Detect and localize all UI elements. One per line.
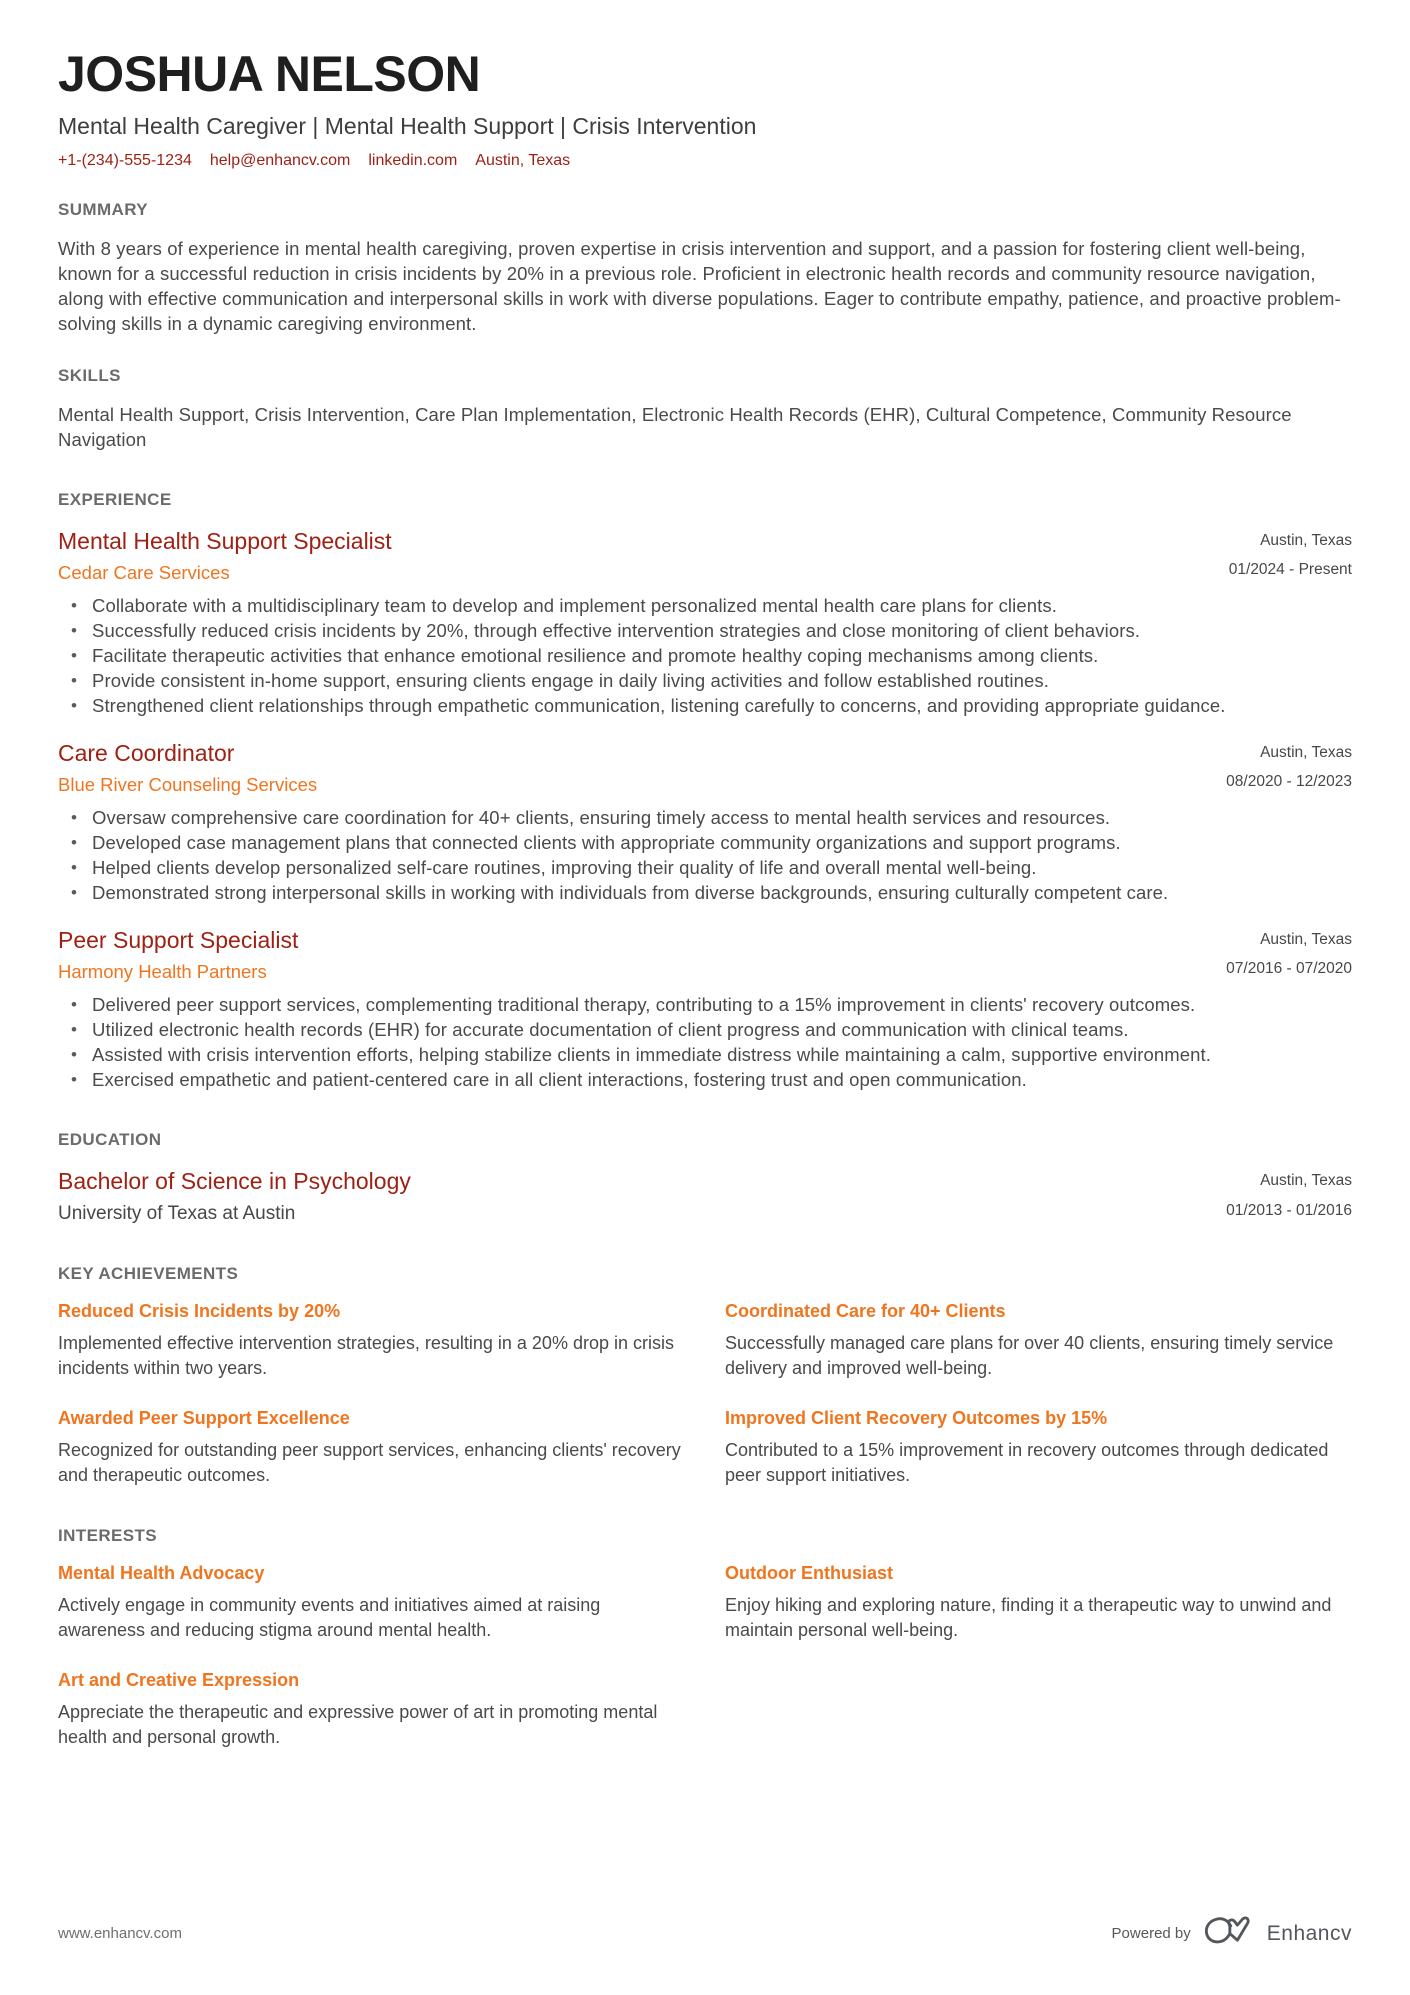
contact-phone: +1-(234)-555-1234 xyxy=(58,151,192,169)
interest-text: Actively engage in community events and initiatives aimed at raising awareness and reducing stigma around mental health. xyxy=(58,1594,601,1640)
job-bullet: • Successfully reduced crisis incidents by 20%, through effective intervention strategies and close monitoring of client behaviors. xyxy=(58,619,1352,643)
job-bullet: • Collaborate with a multidisciplinary team to develop and implement personalized mental health care plans for clients. xyxy=(58,594,1352,618)
job-location: Austin, Texas xyxy=(1260,930,1352,948)
interests-heading: INTERESTS xyxy=(58,1525,158,1545)
degree-title: Bachelor of Science in Psychology xyxy=(58,1167,411,1194)
job-bullet: • Utilized electronic health records (EHR) for accurate documentation of client progress and communication with clinical teams. xyxy=(58,1018,1352,1042)
job-bullet: • Facilitate therapeutic activities that enhance emotional resilience and promote healthy coping mechanisms among clients. xyxy=(58,644,1352,668)
achievement-text: Implemented effective intervention strategies, resulting in a 20% drop in crisis incidents within two years. xyxy=(58,1332,674,1378)
powered-by-block[interactable] xyxy=(1112,1914,1352,1953)
job-bullet: • Developed case management plans that connected clients with appropriate community organizations and support programs. xyxy=(58,831,1352,855)
achievement-text: Contributed to a 15% improvement in recovery outcomes through dedicated peer support initiatives. xyxy=(725,1439,1329,1485)
education-location: Austin, Texas xyxy=(1260,1171,1352,1189)
job-company: Blue River Counseling Services xyxy=(58,773,318,795)
person-name: JOSHUA NELSON xyxy=(58,46,481,102)
job-bullet-list xyxy=(58,993,1352,1092)
skills-heading: SKILLS xyxy=(58,365,121,385)
person-headline: Mental Health Caregiver | Mental Health Support | Crisis Intervention xyxy=(58,113,757,139)
education-heading: EDUCATION xyxy=(58,1129,162,1149)
job-bullet: • Assisted with crisis intervention efforts, helping stabilize clients in immediate distress while maintaining a calm, supportive environment. xyxy=(58,1043,1352,1067)
contact-email[interactable]: help@enhancv.com xyxy=(209,151,351,169)
achievement-title: Improved Client Recovery Outcomes by 15% xyxy=(725,1407,1108,1428)
education-section xyxy=(58,1130,1352,1226)
achievement-title: Awarded Peer Support Excellence xyxy=(58,1407,350,1428)
interest-card xyxy=(58,1562,685,1643)
interest-title: Art and Creative Expression xyxy=(58,1669,300,1690)
job-entry xyxy=(58,526,1352,718)
job-bullet-list xyxy=(58,806,1352,905)
achievement-card xyxy=(725,1407,1352,1488)
achievement-title: Reduced Crisis Incidents by 20% xyxy=(58,1300,341,1321)
achievement-card xyxy=(58,1407,685,1488)
interest-card xyxy=(58,1669,685,1750)
enhancv-wordmark: Enhancv xyxy=(1266,1921,1352,1945)
job-company: Harmony Health Partners xyxy=(58,960,267,982)
job-location: Austin, Texas xyxy=(1260,531,1352,549)
powered-by-label: Powered by xyxy=(1111,1925,1191,1942)
achievement-title: Coordinated Care for 40+ Clients xyxy=(725,1300,1006,1321)
page-footer xyxy=(58,1914,1352,1953)
job-bullet: • Exercised empathetic and patient-centered care in all client interactions, fostering trust and open communication. xyxy=(58,1068,1352,1092)
resume-header xyxy=(58,46,1352,170)
job-title: Peer Support Specialist xyxy=(58,926,299,953)
job-bullet: • Delivered peer support services, complementing traditional therapy, contributing to a 15% improvement in clients' recovery outcomes. xyxy=(58,993,1352,1017)
contact-row xyxy=(58,152,1352,170)
key-achievements-section xyxy=(58,1264,1352,1488)
interest-card xyxy=(725,1562,1352,1643)
job-dates: 07/2016 - 07/2020 xyxy=(1226,960,1352,978)
job-title: Care Coordinator xyxy=(58,739,235,766)
interest-title: Outdoor Enthusiast xyxy=(725,1562,893,1583)
job-bullet-list xyxy=(58,594,1352,718)
job-bullet: • Helped clients develop personalized self-care routines, improving their quality of life and overall mental well-being. xyxy=(58,856,1352,880)
experience-section xyxy=(58,490,1352,1092)
enhancv-logo-icon xyxy=(1203,1914,1255,1953)
job-bullet: • Oversaw comprehensive care coordination for 40+ clients, ensuring timely access to mental health services and resources. xyxy=(58,806,1352,830)
skills-text: Mental Health Support, Crisis Intervention, Care Plan Implementation, Electronic Health Records (EHR), Cultural Competence, Community Resource Navigation xyxy=(58,403,1292,450)
site-url[interactable]: www.enhancv.com xyxy=(58,1925,182,1942)
summary-section xyxy=(58,200,1352,336)
achievement-card xyxy=(58,1300,685,1381)
skills-section xyxy=(58,366,1352,452)
job-entry xyxy=(58,925,1352,1092)
contact-location: Austin, Texas xyxy=(475,151,571,169)
job-bullet: • Strengthened client relationships through empathetic communication, listening carefully to concerns, and providing appropriate guidance. xyxy=(58,694,1352,718)
school-name: University of Texas at Austin xyxy=(58,1202,296,1224)
job-bullet: • Demonstrated strong interpersonal skills in working with individuals from diverse backgrounds, ensuring culturally competent care. xyxy=(58,881,1352,905)
job-location: Austin, Texas xyxy=(1260,743,1352,761)
job-title: Mental Health Support Specialist xyxy=(58,527,392,554)
achievement-text: Successfully managed care plans for over 40 clients, ensuring timely service delivery and improved well-being. xyxy=(725,1332,1334,1378)
job-entry xyxy=(58,738,1352,905)
job-dates: 08/2020 - 12/2023 xyxy=(1226,773,1352,791)
job-bullet: • Provide consistent in-home support, ensuring clients engage in daily living activities and follow established routines. xyxy=(58,669,1352,693)
education-dates: 01/2013 - 01/2016 xyxy=(1226,1201,1352,1219)
interest-text: Enjoy hiking and exploring nature, finding it a therapeutic way to unwind and maintain personal well-being. xyxy=(725,1594,1332,1640)
interest-text: Appreciate the therapeutic and expressive power of art in promoting mental health and personal growth. xyxy=(58,1701,658,1747)
key-achievements-heading: KEY ACHIEVEMENTS xyxy=(58,1263,239,1283)
experience-heading: EXPERIENCE xyxy=(58,489,172,509)
summary-text: With 8 years of experience in mental health caregiving, proven expertise in crisis intervention and support, and a passion for fostering client well-being, known for a successful reduction in crisis incidents by 20% in a previous role. Proficient in electronic health records and community resource navigation, along with effective communication and interpersonal skills in work with diverse populations. Eager to contribute empathy, patience, and proactive problem-solving skills in a dynamic caregiving environment. xyxy=(58,237,1341,334)
interests-section xyxy=(58,1526,1352,1750)
interest-title: Mental Health Advocacy xyxy=(58,1562,265,1583)
contact-linkedin[interactable]: linkedin.com xyxy=(368,151,458,169)
job-dates: 01/2024 - Present xyxy=(1228,561,1352,579)
job-company: Cedar Care Services xyxy=(58,561,230,583)
achievement-text: Recognized for outstanding peer support services, enhancing clients' recovery and therapeutic outcomes. xyxy=(58,1439,681,1485)
summary-heading: SUMMARY xyxy=(58,199,148,219)
achievement-card xyxy=(725,1300,1352,1381)
